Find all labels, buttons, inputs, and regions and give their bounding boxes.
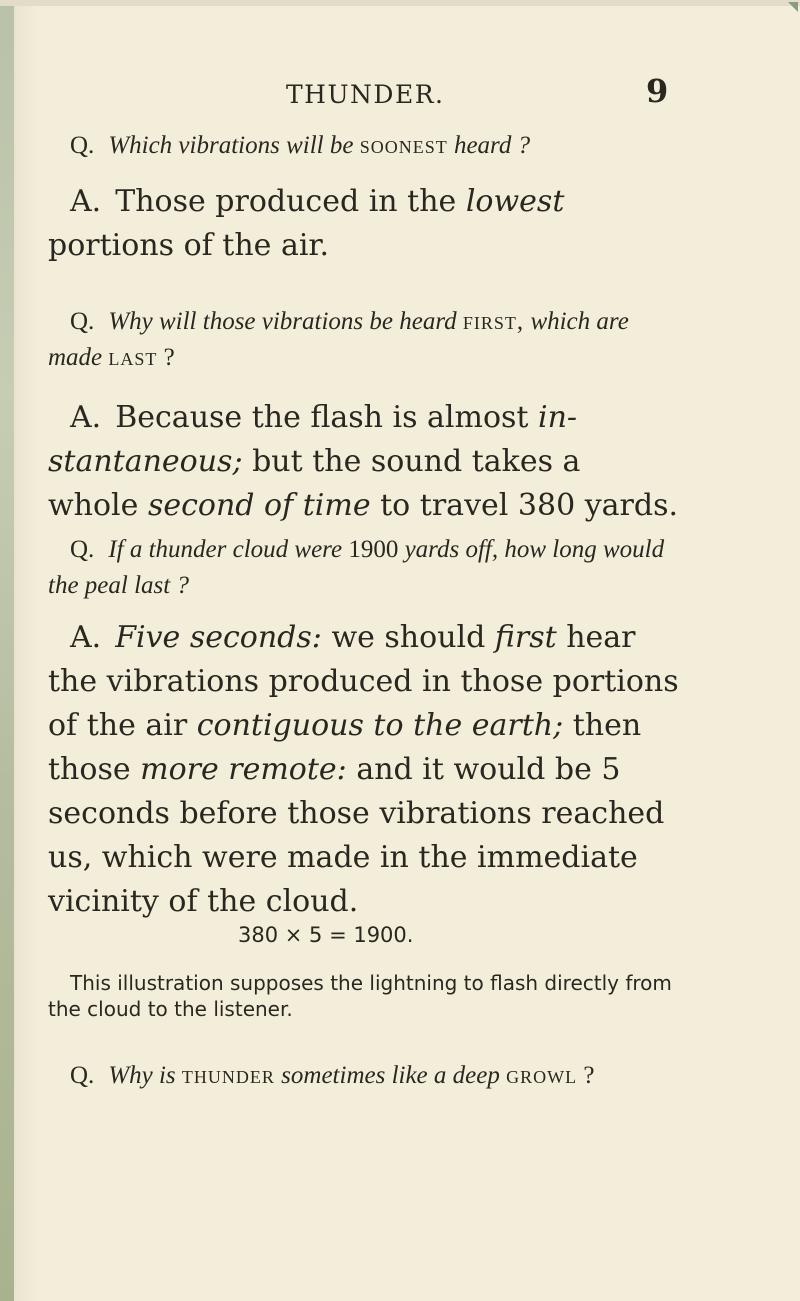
answer-3: A. Five seconds: we should first hear the vibrations produced in those portions of the air contiguous to the earth; then those more remote: and it would be 5 seconds before those vibrations reached us, which were made in the immediate vicinity of the cloud. (48, 620, 679, 919)
top-edge (0, 0, 800, 6)
question-1: Q. Which vibrations will be soonest heard ? (70, 132, 531, 159)
question-2: Q. Why will those vibrations be heard first, which are made last ? (48, 308, 629, 371)
question-label: Q. (70, 132, 95, 159)
answer-label: A. (70, 184, 102, 219)
running-head-title: THUNDER. (286, 80, 445, 109)
answer-label: A. (70, 400, 102, 435)
answer-1: A. Those produced in the lowest portions of the air. (48, 184, 565, 263)
answer-2: A. Because the flash is almost in-stantaneous; but the sound takes a whole second of time to travel 380 yards. (48, 400, 679, 523)
question-label: Q. (70, 536, 95, 563)
question-3: Q. If a thunder cloud were 1900 yards off, how long would the peal last ? (48, 536, 665, 599)
page-gutter-shadow (0, 0, 14, 1301)
equation: 380 × 5 = 1900. (238, 923, 414, 947)
corner-mark-icon (786, 0, 800, 16)
question-label: Q. (70, 308, 95, 335)
page-number: 9 (646, 72, 669, 110)
question-label: Q. (70, 1062, 95, 1089)
question-4: Q. Why is thunder sometimes like a deep growl ? (70, 1062, 595, 1089)
footnote: This illustration supposes the lightning to flash directly from the cloud to the listener. (48, 971, 672, 1021)
answer-label: A. (70, 620, 102, 655)
